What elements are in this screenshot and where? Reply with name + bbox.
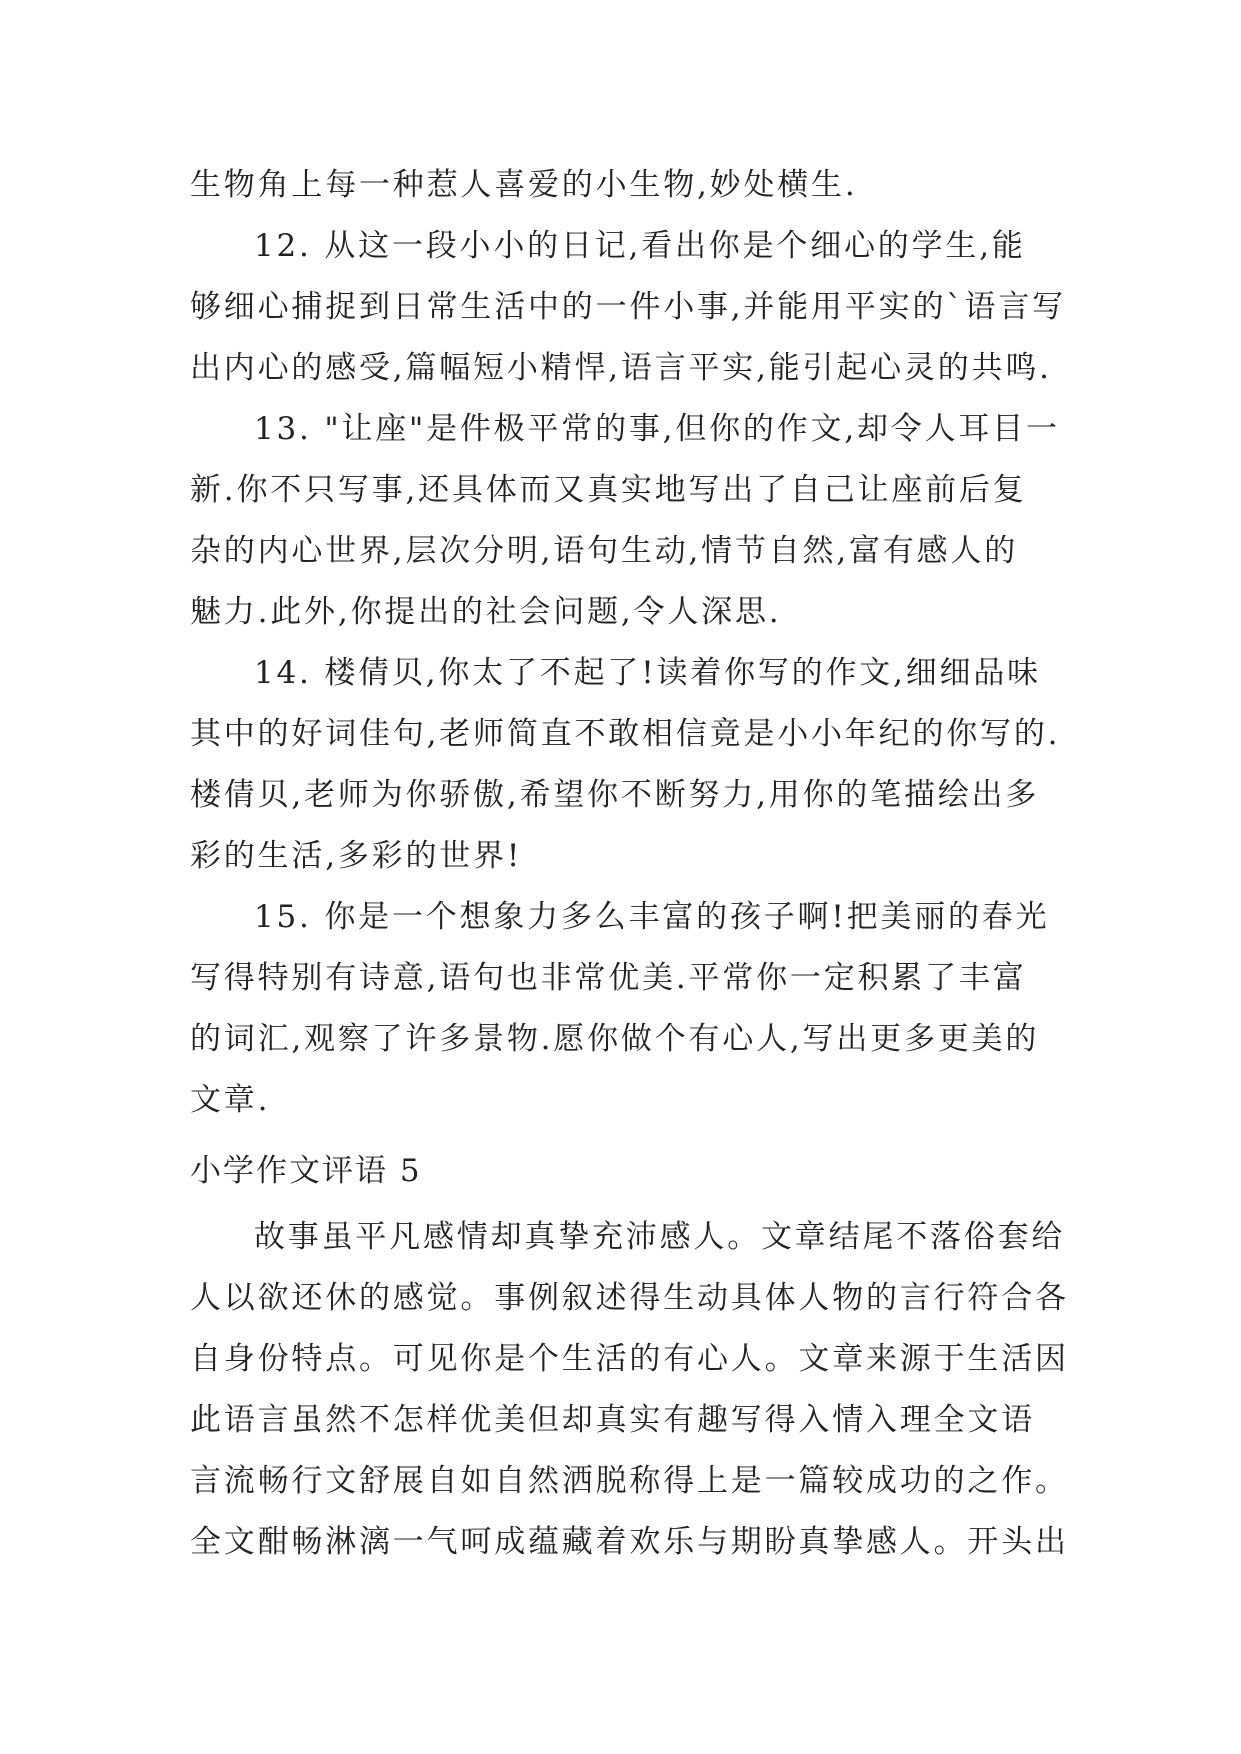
text-line: 出内心的感受,篇幅短小精悍,语言平实,能引起心灵的共鸣. xyxy=(190,350,1052,386)
text-line: 文章. xyxy=(190,1082,271,1118)
section-heading: 小学作文评语 5 xyxy=(190,1153,422,1189)
text-line: 楼倩贝,老师为你骄傲,希望你不断努力,用你的笔描绘出多 xyxy=(190,777,1040,813)
text-line: 够细心捕捉到日常生活中的一件小事,并能用平实的`语言写 xyxy=(190,289,1066,325)
text-line: 新.你不只写事,还具体而又真实地写出了自己让座前后复 xyxy=(190,472,1027,508)
comment-14-line: 14. 楼倩贝,你太了不起了!读着你写的作文,细细品味 xyxy=(254,655,1041,691)
text-line: 此语言虽然不怎样优美但却真实有趣写得入情入理全文语 xyxy=(190,1402,1035,1438)
text-line: 魅力.此外,你提出的社会问题,令人深思. xyxy=(190,594,782,630)
comment-15-line: 15. 你是一个想象力多么丰富的孩子啊!把美丽的春光 xyxy=(254,899,1050,935)
text-line: 生物角上每一种惹人喜爱的小生物,妙处横生. xyxy=(190,167,858,203)
comments-block-2 xyxy=(190,1207,1069,1573)
text-line: 言流畅行文舒展自如自然洒脱称得上是一篇较成功的之作。 xyxy=(190,1463,1069,1499)
text-line: 彩的生活,多彩的世界! xyxy=(190,838,523,874)
text-line: 故事虽平凡感情却真挚充沛感人。文章结尾不落俗套给 xyxy=(254,1219,1066,1255)
text-line: 自身份特点。可见你是个生活的有心人。文章来源于生活因 xyxy=(190,1341,1069,1377)
text-line: 全文酣畅淋漓一气呵成蕴藏着欢乐与期盼真挚感人。开头出 xyxy=(190,1524,1069,1560)
text-line: 人以欲还休的感觉。事例叙述得生动具体人物的言行符合各 xyxy=(190,1280,1069,1316)
comments-block-1 xyxy=(190,155,1066,1131)
comment-12-line: 12. 从这一段小小的日记,看出你是个细心的学生,能 xyxy=(254,228,1026,264)
text-line: 的词汇,观察了许多景物.愿你做个有心人,写出更多更美的 xyxy=(190,1021,1040,1057)
text-line: 杂的内心世界,层次分明,语句生动,情节自然,富有感人的 xyxy=(190,533,1019,569)
text-line: 写得特别有诗意,语句也非常优美.平常你一定积累了丰富 xyxy=(190,960,1027,996)
comment-13-line: 13. "让座"是件极平常的事,但你的作文,却令人耳目一 xyxy=(254,411,1060,447)
text-line: 其中的好词佳句,老师简直不敢相信竟是小小年纪的你写的. xyxy=(190,716,1061,752)
